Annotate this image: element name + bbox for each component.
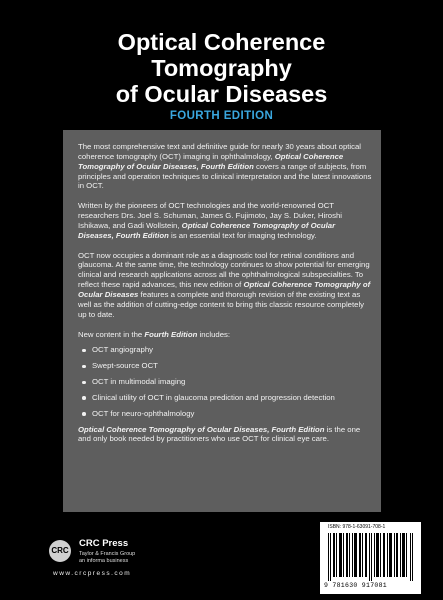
paragraph-1-text: The most comprehensive text and definitive guide for nearly 30 years about optical coherence tomography (OCT) imaging in ophthalmology, xyxy=(78,142,362,161)
barcode xyxy=(320,522,421,594)
paragraph-2-text-end: is an essential text for imaging technology. xyxy=(168,230,317,240)
paragraph-4 xyxy=(78,330,373,340)
publisher-name: CRC Press xyxy=(79,538,129,549)
book-title xyxy=(0,29,443,107)
edition-label: FOURTH EDITION xyxy=(169,110,274,122)
crc-logo-icon: CRC xyxy=(49,540,71,562)
title-line-1: Optical Coherence xyxy=(117,29,326,55)
paragraph-3 xyxy=(78,251,373,320)
paragraph-2 xyxy=(78,201,373,240)
paragraph-2-text: Written by the pioneers of OCT technologies and the world-renowned OCT researchers Drs. Joel S. Schuman, James G. Fujimoto, Jay S. Duker, Hiroshi Ishikawa, and Gadi Wollstein, xyxy=(78,201,343,230)
list-item: OCT for neuro-ophthalmology xyxy=(92,409,373,419)
list-item: Clinical utility of OCT in glaucoma prediction and progression detection xyxy=(92,393,373,403)
publisher-url: www.crcpress.com xyxy=(53,570,132,577)
isbn-label: ISBN: 978-1-63091-708-1 xyxy=(328,524,386,530)
paragraph-1-text-end: covers a range of subjects, from principles and operation techniques to clinical interpretation and the latest innovations in OCT. xyxy=(78,161,372,191)
paragraph-3-text: OCT now occupies a dominant role as a diagnostic tool for retinal conditions and glaucoma. At the same time, the technology continues to show potential for emerging clinical and research applications across all the ophthalmological subspecialties. To reflect these rapid advances, this new edition of xyxy=(78,250,370,290)
paragraph-5-text: is the one and only book needed by practitioners who use OCT for clinical eye care. xyxy=(78,424,361,444)
list-item: Swept-source OCT xyxy=(92,361,373,371)
barcode-bars-icon xyxy=(328,533,414,581)
book-title-reference: Optical Coherence Tomography of Ocular Diseases, Fourth Edition xyxy=(78,220,336,240)
paragraph-3-text-end: features a complete and thorough revision of the existing text as well as the addition of cutting-edge content to bring this classic resource completely up to date. xyxy=(78,289,365,319)
book-title-reference: Optical Coherence Tomography of Ocular Diseases, Fourth Edition xyxy=(78,151,344,171)
paragraph-1 xyxy=(78,142,373,191)
list-item: OCT in multimodal imaging xyxy=(92,377,373,387)
new-content-list xyxy=(78,345,373,418)
barcode-digits: 9 781630 917081 xyxy=(324,582,388,589)
title-line-3: of Ocular Diseases xyxy=(115,81,328,107)
edition-reference: Fourth Edition xyxy=(144,329,198,339)
paragraph-4-text-end: includes: xyxy=(197,329,231,339)
paragraph-5 xyxy=(78,425,373,445)
paragraph-4-text: New content in the xyxy=(78,329,145,339)
list-item: OCT angiography xyxy=(92,345,373,355)
book-title-reference: Optical Coherence Tomography of Ocular Diseases xyxy=(78,280,371,299)
title-line-2: Tomography xyxy=(151,55,292,81)
book-title-reference: Optical Coherence Tomography of Ocular Diseases, Fourth Edition xyxy=(78,424,325,434)
publisher-tagline: an informa business xyxy=(79,558,129,564)
publisher-group: Taylor & Francis Group xyxy=(79,551,136,557)
description-panel xyxy=(63,130,381,512)
